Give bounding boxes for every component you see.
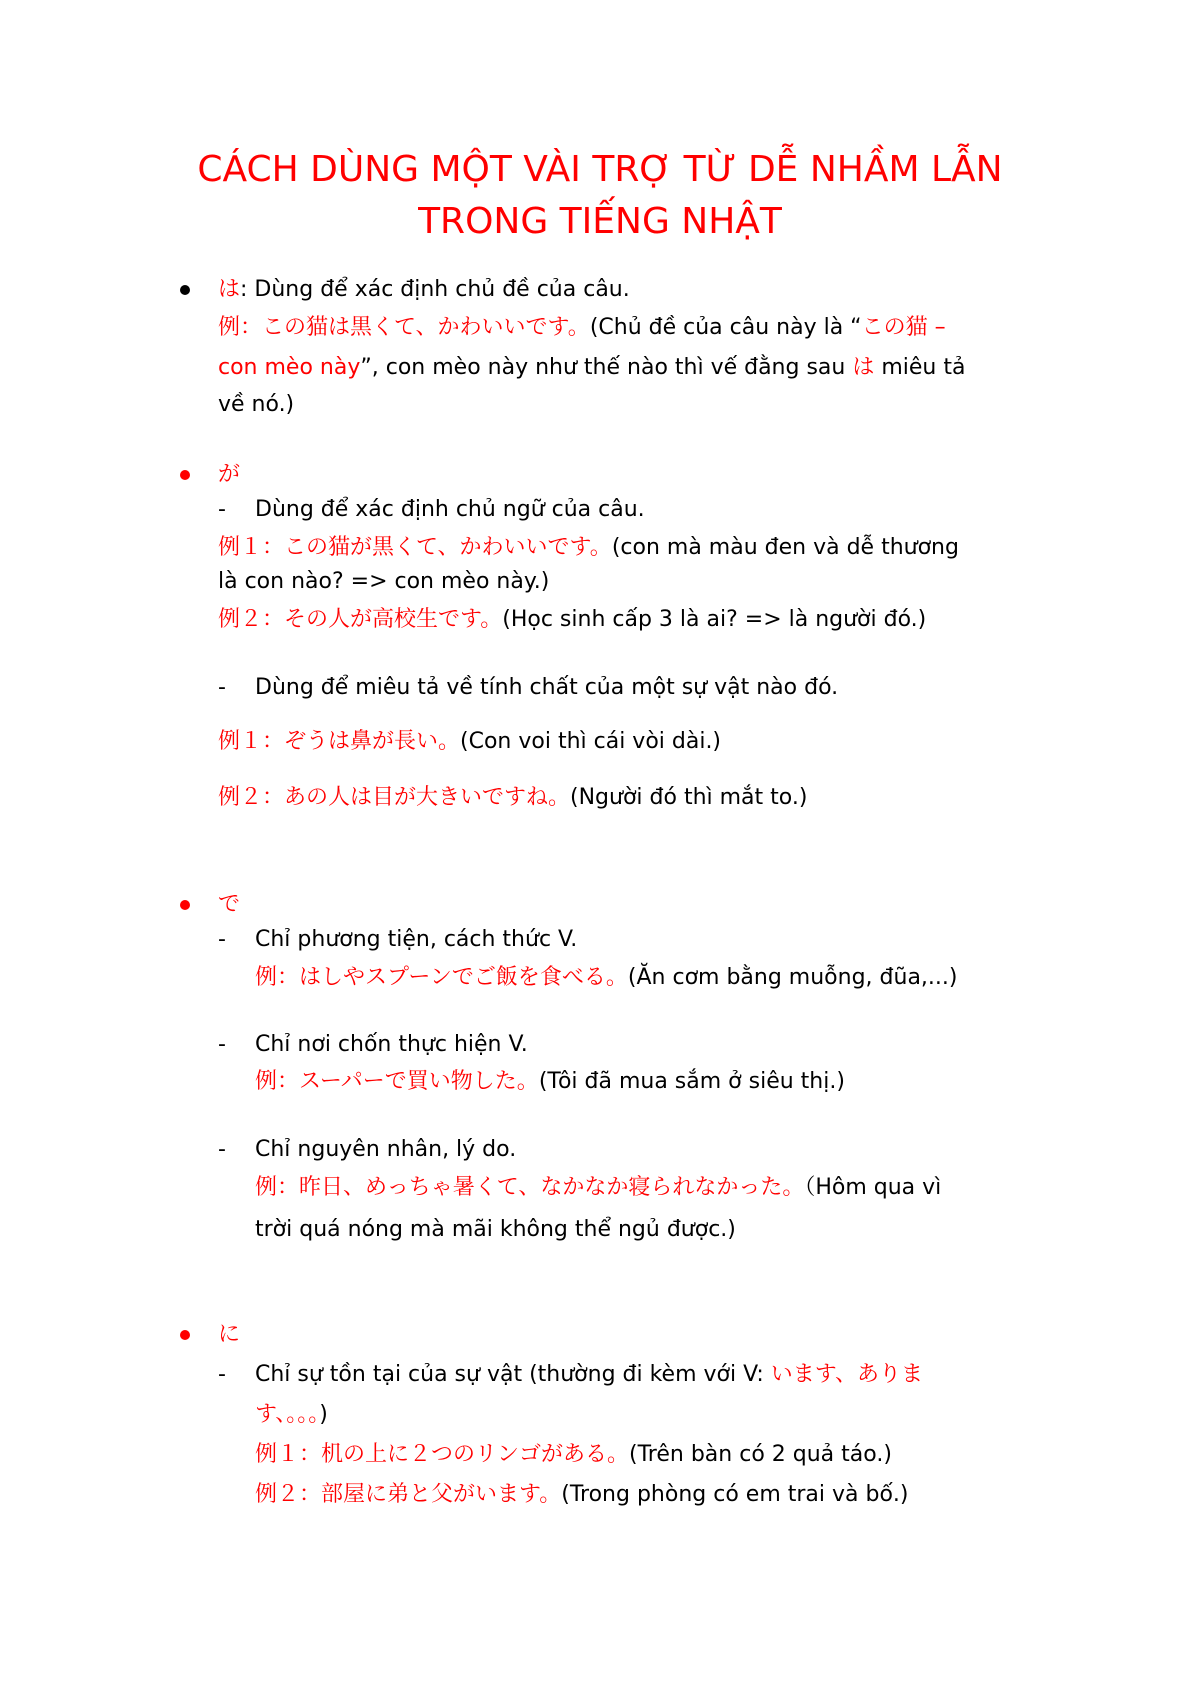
bullet-icon: [180, 1330, 190, 1340]
example-jp: 例１：机の上に２つのリンゴがある。: [255, 1442, 630, 1467]
example-jp: 例２：あの人は目が大きいですね。: [218, 785, 571, 810]
ga-example-2: [218, 606, 926, 634]
de-item-1: Chỉ phương tiện, cách thức V.: [255, 927, 578, 952]
example-vi: (Trong phòng có em trai và bố.): [561, 1482, 909, 1507]
example-jp: 例２：部屋に弟と父がいます。: [255, 1482, 562, 1507]
example-jp: 例：はしやスプーンでご飯を食べる。: [255, 965, 628, 990]
de-item-2: Chỉ nơi chốn thực hiện V.: [255, 1032, 528, 1057]
example-jp: 例１：この猫が黒くて、かわいいです。: [218, 535, 612, 560]
de-example-1: [255, 964, 957, 992]
dash-marker: -: [218, 675, 226, 700]
de-example-3: [255, 1174, 941, 1202]
example-vi: (Con voi thì cái vòi dài.): [460, 729, 722, 754]
bullet-icon: [180, 470, 190, 480]
dash-marker: -: [218, 1362, 226, 1387]
dash-marker: -: [218, 1032, 226, 1057]
wa-heading: [218, 276, 630, 304]
example-vi: (Chủ đề của câu này là “: [589, 315, 862, 340]
example-vi: (Trên bàn có 2 quả táo.): [629, 1442, 892, 1467]
example-vi: (Học sinh cấp 3 là ai? => là người đó.): [502, 607, 927, 632]
bullet-icon: [180, 285, 190, 295]
dash-marker: -: [218, 927, 226, 952]
example-vi: là con nào? => con mèo này.): [218, 569, 550, 594]
ni-example-1: [255, 1441, 892, 1469]
document-title-line-2: TRONG TIẾNG NHẬT: [418, 201, 782, 242]
item-jp: す、。。。: [255, 1402, 320, 1427]
example-vi: về nó.): [218, 392, 295, 417]
ni-example-2: [255, 1481, 909, 1509]
document-title-line-1: CÁCH DÙNG MỘT VÀI TRỢ TỪ DỄ NHẦM LẪN: [197, 149, 1003, 190]
particle: は: [218, 277, 241, 302]
ga-heading: が: [218, 462, 241, 487]
example-jp: 例１：ぞうは鼻が長い。: [218, 729, 461, 754]
particle: は: [852, 355, 875, 380]
wa-example-cont: [218, 354, 965, 382]
de-item-3: Chỉ nguyên nhân, lý do.: [255, 1137, 517, 1162]
de-heading: で: [218, 892, 241, 917]
example-jp: 例：スーパーで買い物した。: [255, 1069, 539, 1094]
ga-example-1: [218, 534, 959, 562]
de-example-2: [255, 1068, 845, 1096]
example-vi: (Ăn cơm bằng muỗng, đũa,...): [627, 965, 958, 990]
example-red: con mèo này: [218, 355, 361, 380]
dash-marker: -: [218, 497, 226, 522]
example-vi: (Tôi đã mua sắm ở siêu thị.): [538, 1069, 845, 1094]
example-vi: trời quá nóng mà mãi không thể ngủ được.): [255, 1217, 736, 1242]
ga-item-1: Dùng để xác định chủ ngữ của câu.: [255, 497, 645, 522]
example-vi: （Hôm qua vì: [804, 1175, 942, 1200]
ga-item-2: Dùng để miêu tả về tính chất của một sự vật nào đó.: [255, 675, 839, 700]
example-vi: (con mà màu đen và dễ thương: [611, 535, 959, 560]
item-jp: います、ありま: [770, 1362, 924, 1387]
example-jp: 例：この猫は黒くて、かわいいです。: [218, 315, 590, 340]
ni-heading: に: [218, 1322, 241, 1347]
ga-example-3: [218, 728, 721, 756]
example-jp: 例：昨日、めっちゃ暑くて、なかなか寝られなかった。: [255, 1175, 805, 1200]
ga-example-4: [218, 784, 807, 812]
wa-example: [218, 314, 946, 342]
description: : Dùng để xác định chủ đề của câu.: [240, 277, 630, 302]
example-jp: 例２：その人が高校生です。: [218, 607, 503, 632]
dash-marker: -: [218, 1137, 226, 1162]
ni-item-1: [255, 1361, 923, 1389]
example-jp: この猫 –: [861, 315, 946, 340]
item-text: ): [319, 1402, 328, 1427]
example-vi: (Người đó thì mắt to.): [570, 785, 808, 810]
example-vi: ”, con mèo này như thế nào thì vế đằng sau: [360, 355, 853, 380]
ni-item-1-cont: [255, 1401, 328, 1429]
item-text: Chỉ sự tồn tại của sự vật (thường đi kèm với V:: [255, 1362, 771, 1387]
bullet-icon: [180, 900, 190, 910]
example-vi: miêu tả: [874, 355, 966, 380]
